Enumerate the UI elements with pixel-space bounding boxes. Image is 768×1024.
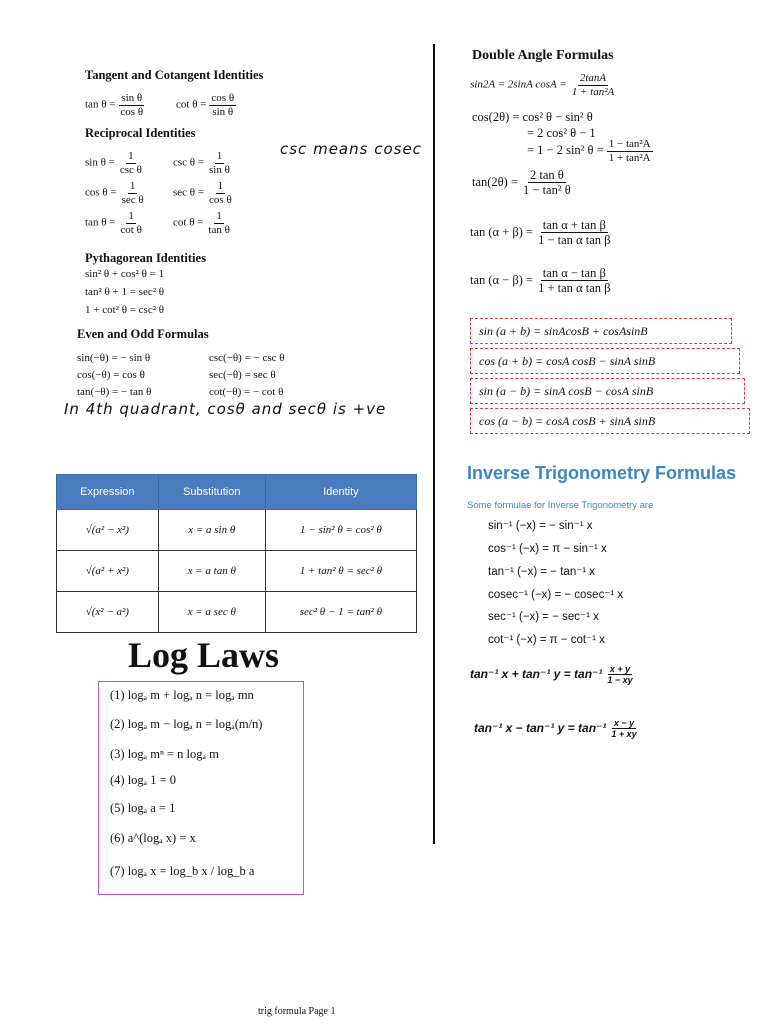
log-law: (7) logₐ x = log_b x / log_b a [110, 864, 255, 878]
recip-num: 1 [217, 180, 224, 192]
table-row [57, 510, 417, 551]
recip-lhs: cos θ = [85, 186, 117, 199]
inverse-trig-line: sin⁻¹ (−x) = − sin⁻¹ x [488, 520, 593, 532]
reciprocal-row [85, 180, 149, 206]
tan-sum-formula [470, 218, 616, 248]
inv-diff-lhs: tan⁻¹ x − tan⁻¹ y = tan⁻¹ [474, 721, 607, 736]
inverse-trig-line: tan⁻¹ (−x) = − tan⁻¹ x [488, 566, 596, 578]
cos-double-angle-line [527, 138, 656, 164]
recip-lhs: sec θ = [173, 186, 205, 199]
reciprocal-row [85, 210, 147, 236]
tan-diff-formula [470, 266, 616, 296]
column-header: Identity [265, 475, 416, 510]
table-row [57, 551, 417, 592]
log-law: (5) logₐ a = 1 [110, 801, 176, 815]
cot-quotient-identity [176, 92, 239, 118]
tangent-identities-title: Tangent and Cotangent Identities [85, 68, 264, 82]
recip-den: sec θ [121, 193, 144, 206]
sin2a-lhs: sin2A = 2sinA cosA = [470, 78, 567, 91]
cot-den: sin θ [212, 105, 234, 118]
tanamb-lhs: tan (α − β) = [470, 272, 534, 287]
pythagorean-line: tan² θ + 1 = sec² θ [85, 286, 165, 298]
table-cell: 1 + tan² θ = sec² θ [265, 551, 416, 592]
compound-angle-box: cos (a + b) = cosA cosB − sinA sinB [470, 348, 740, 374]
inv-sum-lhs: tan⁻¹ x + tan⁻¹ y = tan⁻¹ [470, 667, 603, 682]
even-odd-line: tan(−θ) = − tan θ [77, 386, 152, 398]
sin2a-den: 1 + tan²A [571, 85, 615, 98]
substitution-table [56, 474, 417, 633]
compound-angle-box: sin (a − b) = sinA cosB − cosA sinB [470, 378, 745, 404]
recip-lhs: cot θ = [173, 216, 204, 229]
reciprocal-identities-title: Reciprocal Identities [85, 126, 196, 140]
even-odd-line: sec(−θ) = sec θ [209, 369, 276, 381]
log-laws-box [98, 681, 304, 895]
compound-angle-box: sin (a + b) = sinAcosB + cosAsinB [470, 318, 732, 344]
recip-den: sin θ [209, 163, 230, 176]
recip-num: 1 [128, 210, 134, 222]
table-cell: x = a sin θ [158, 510, 265, 551]
page-footer: trig formula Page 1 [258, 1006, 336, 1017]
recip-lhs: tan θ = [85, 216, 116, 229]
column-header: Substitution [158, 475, 265, 510]
recip-den: csc θ [119, 163, 142, 176]
cos-l3: = 1 − 2 sin² θ = [527, 143, 604, 158]
cos-num: 1 − tan²A [608, 138, 651, 150]
reciprocal-row [173, 150, 235, 176]
tan2-lhs: tan(2θ) = [472, 174, 519, 189]
reciprocal-row [85, 150, 147, 176]
inverse-trig-title: Inverse Trigonometry Formulas [467, 463, 737, 483]
recip-num: 1 [216, 150, 223, 162]
inverse-tan-sum [470, 664, 638, 686]
inverse-trig-line: sec⁻¹ (−x) = − sec⁻¹ x [488, 611, 599, 623]
log-law: (6) a^(logₐ x) = x [110, 831, 196, 845]
even-odd-line: cot(−θ) = − cot θ [209, 386, 284, 398]
inverse-trig-line: cosec⁻¹ (−x) = − cosec⁻¹ x [488, 589, 624, 601]
recip-num: 1 [128, 150, 134, 162]
sin-double-angle [470, 72, 619, 98]
log-laws-title: Log Laws [128, 635, 280, 675]
inverse-trig-line: cot⁻¹ (−x) = π − cot⁻¹ x [488, 634, 605, 646]
pythagorean-identities-title: Pythagorean Identities [85, 251, 206, 265]
table-cell: √(a² + x²) [57, 551, 159, 592]
tan2-num: 2 tan θ [529, 168, 564, 182]
recip-lhs: csc θ = [173, 156, 205, 169]
even-odd-line: cos(−θ) = cos θ [77, 369, 145, 381]
recip-den: cos θ [209, 193, 232, 206]
tan-quotient-identity [85, 92, 148, 118]
tanab-den: 1 − tan α tan β [538, 233, 611, 248]
inv-sum-num: x + y [609, 664, 631, 674]
tan-den: cos θ [120, 105, 144, 118]
cos-double-angle-line: cos(2θ) = cos² θ − sin² θ [472, 110, 593, 124]
table-cell: √(x² − a²) [57, 592, 159, 633]
cos-double-angle-line: = 2 cos² θ − 1 [527, 126, 596, 140]
inv-diff-num: x − y [613, 718, 635, 728]
tan-lhs: tan θ = [85, 98, 116, 111]
tan2-den: 1 − tan² θ [523, 183, 571, 198]
cot-lhs: cot θ = [176, 98, 207, 111]
inverse-trig-line: cos⁻¹ (−x) = π − sin⁻¹ x [488, 543, 607, 555]
recip-den: tan θ [208, 223, 230, 236]
log-law: (1) logₐ m + logₐ n = logₐ mn [110, 688, 254, 702]
table-cell: √(a² − x²) [57, 510, 159, 551]
compound-angle-box: cos (a − b) = cosA cosB + sinA sinB [470, 408, 750, 434]
recip-num: 1 [216, 210, 222, 222]
tanab-num: tan α + tan β [542, 218, 606, 232]
table-cell: sec² θ − 1 = tan² θ [265, 592, 416, 633]
recip-num: 1 [129, 180, 136, 192]
inv-diff-den: 1 + xy [611, 729, 637, 740]
table-row [57, 592, 417, 633]
even-odd-title: Even and Odd Formulas [77, 327, 209, 341]
log-law: (3) logₐ mⁿ = n logₐ m [110, 747, 219, 761]
sin2a-num: 2tanA [579, 72, 607, 84]
table-cell: x = a tan θ [158, 551, 265, 592]
handwritten-note-quadrant: In 4th quadrant, cosθ and secθ is +ve [64, 400, 387, 418]
column-header: Expression [57, 475, 159, 510]
cos-den: 1 + tan²A [608, 151, 651, 164]
pythagorean-line: sin² θ + cos² θ = 1 [85, 268, 165, 280]
table-cell: x = a sec θ [158, 592, 265, 633]
double-angle-title: Double Angle Formulas [472, 48, 614, 63]
tan-num: sin θ [121, 92, 143, 104]
reciprocal-row [173, 210, 235, 236]
tanamb-den: 1 + tan α tan β [538, 281, 611, 296]
log-law: (4) logₐ 1 = 0 [110, 773, 177, 787]
log-law: (2) logₐ m − logₐ n = logₐ(m/n) [110, 717, 263, 731]
table-cell: 1 − sin² θ = cos² θ [265, 510, 416, 551]
inverse-tan-diff [474, 718, 642, 740]
handwritten-note-csc: csc means cosec [280, 140, 422, 158]
even-odd-line: csc(−θ) = − csc θ [209, 352, 285, 364]
inv-sum-den: 1 − xy [607, 675, 633, 686]
cot-num: cos θ [211, 92, 235, 104]
reciprocal-row [173, 180, 237, 206]
inverse-trig-subtitle: Some formulae for Inverse Trigonometry are [467, 500, 654, 511]
tanamb-num: tan α − tan β [542, 266, 606, 280]
column-divider [433, 44, 435, 844]
table-header-row [57, 475, 417, 510]
even-odd-line: sin(−θ) = − sin θ [77, 352, 151, 364]
tan-double-angle [472, 168, 576, 198]
tanab-lhs: tan (α + β) = [470, 224, 534, 239]
pythagorean-line: 1 + cot² θ = csc² θ [85, 304, 165, 316]
recip-den: cot θ [120, 223, 142, 236]
recip-lhs: sin θ = [85, 156, 115, 169]
